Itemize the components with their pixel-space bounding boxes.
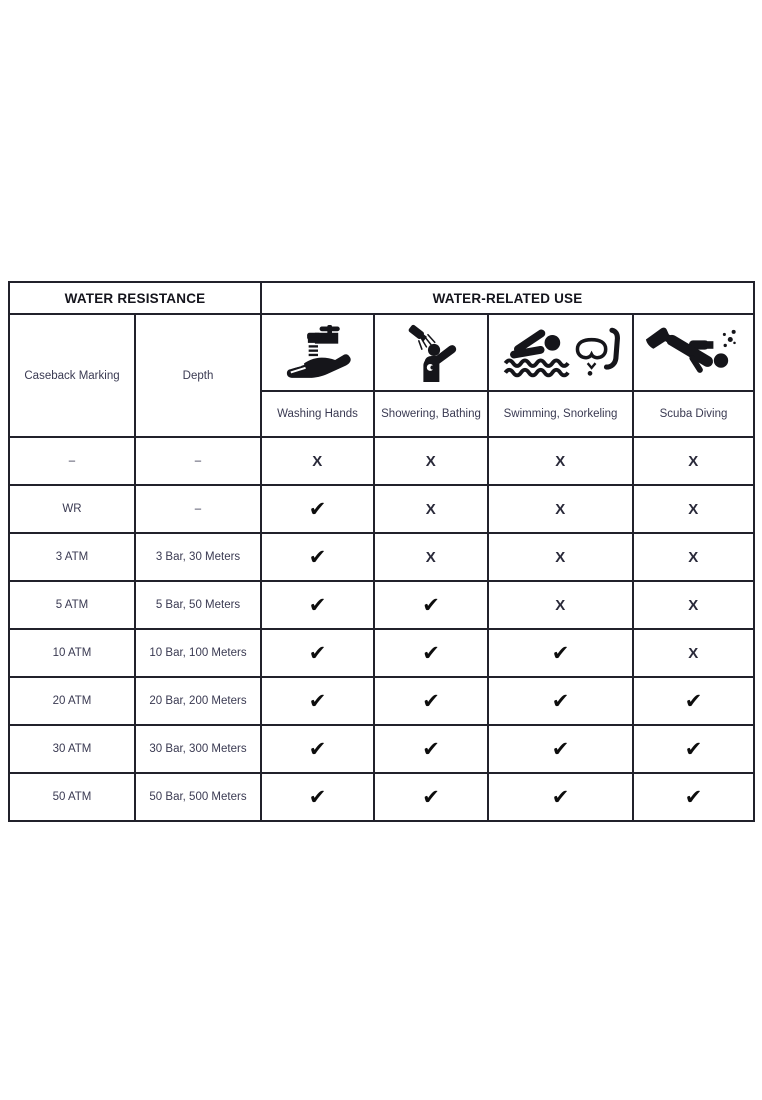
table-row [9, 533, 754, 581]
check-mark: ✔ [374, 581, 488, 629]
caseback-marking-value: 3 ATM [9, 533, 135, 581]
table-row [9, 677, 754, 725]
depth-value: 5 Bar, 50 Meters [135, 581, 261, 629]
check-mark: ✔ [488, 629, 633, 677]
depth-value: – [135, 437, 261, 485]
x-mark: X [374, 533, 488, 581]
depth-value: 20 Bar, 200 Meters [135, 677, 261, 725]
depth-value: – [135, 485, 261, 533]
table-row [9, 725, 754, 773]
check-mark: ✔ [261, 677, 374, 725]
caseback-marking-value: WR [9, 485, 135, 533]
swimming-snorkeling-icon [489, 324, 632, 382]
caseback-marking-value: 10 ATM [9, 629, 135, 677]
showering-bathing-icon [375, 324, 487, 382]
x-mark: X [633, 629, 754, 677]
check-mark: ✔ [633, 773, 754, 821]
table-body [9, 437, 754, 821]
check-mark: ✔ [261, 485, 374, 533]
scuba-diving-cell [633, 314, 754, 391]
use-label-showering-bathing: Showering, Bathing [374, 391, 488, 437]
water-resistance-table-wrap [8, 281, 755, 822]
x-mark: X [633, 485, 754, 533]
showering-bathing-cell [374, 314, 488, 391]
caseback-marking-header: Caseback Marking [9, 314, 135, 437]
check-mark: ✔ [488, 725, 633, 773]
water-resistance-header: WATER RESISTANCE [9, 282, 261, 314]
x-mark: X [488, 437, 633, 485]
depth-header: Depth [135, 314, 261, 437]
caseback-marking-value: 30 ATM [9, 725, 135, 773]
x-mark: X [633, 581, 754, 629]
washing-hands-icon [262, 325, 373, 381]
depth-value: 10 Bar, 100 Meters [135, 629, 261, 677]
check-mark: ✔ [261, 725, 374, 773]
x-mark: X [488, 581, 633, 629]
x-mark: X [633, 437, 754, 485]
water-related-use-header: WATER-RELATED USE [261, 282, 754, 314]
icon-row [9, 314, 754, 391]
check-mark: ✔ [261, 533, 374, 581]
depth-value: 50 Bar, 500 Meters [135, 773, 261, 821]
x-mark: X [261, 437, 374, 485]
check-mark: ✔ [488, 773, 633, 821]
check-mark: ✔ [633, 677, 754, 725]
caseback-marking-value: 20 ATM [9, 677, 135, 725]
table-row [9, 581, 754, 629]
water-resistance-table [8, 281, 755, 822]
table-row [9, 629, 754, 677]
depth-value: 3 Bar, 30 Meters [135, 533, 261, 581]
use-label-swimming-snorkeling: Swimming, Snorkeling [488, 391, 633, 437]
use-label-scuba-diving: Scuba Diving [633, 391, 754, 437]
caseback-marking-value: 50 ATM [9, 773, 135, 821]
scuba-diving-icon [634, 326, 753, 380]
check-mark: ✔ [261, 581, 374, 629]
x-mark: X [488, 485, 633, 533]
table-row [9, 485, 754, 533]
table-row [9, 773, 754, 821]
x-mark: X [488, 533, 633, 581]
x-mark: X [633, 533, 754, 581]
swimming-snorkeling-cell [488, 314, 633, 391]
use-label-washing-hands: Washing Hands [261, 391, 374, 437]
check-mark: ✔ [374, 725, 488, 773]
caseback-marking-value: 5 ATM [9, 581, 135, 629]
depth-value: 30 Bar, 300 Meters [135, 725, 261, 773]
check-mark: ✔ [374, 773, 488, 821]
check-mark: ✔ [261, 629, 374, 677]
caseback-marking-value: – [9, 437, 135, 485]
x-mark: X [374, 485, 488, 533]
check-mark: ✔ [374, 629, 488, 677]
check-mark: ✔ [374, 677, 488, 725]
washing-hands-cell [261, 314, 374, 391]
table-head-section [9, 282, 754, 437]
group-header-row [9, 282, 754, 314]
check-mark: ✔ [488, 677, 633, 725]
table-row [9, 437, 754, 485]
check-mark: ✔ [633, 725, 754, 773]
x-mark: X [374, 437, 488, 485]
check-mark: ✔ [261, 773, 374, 821]
